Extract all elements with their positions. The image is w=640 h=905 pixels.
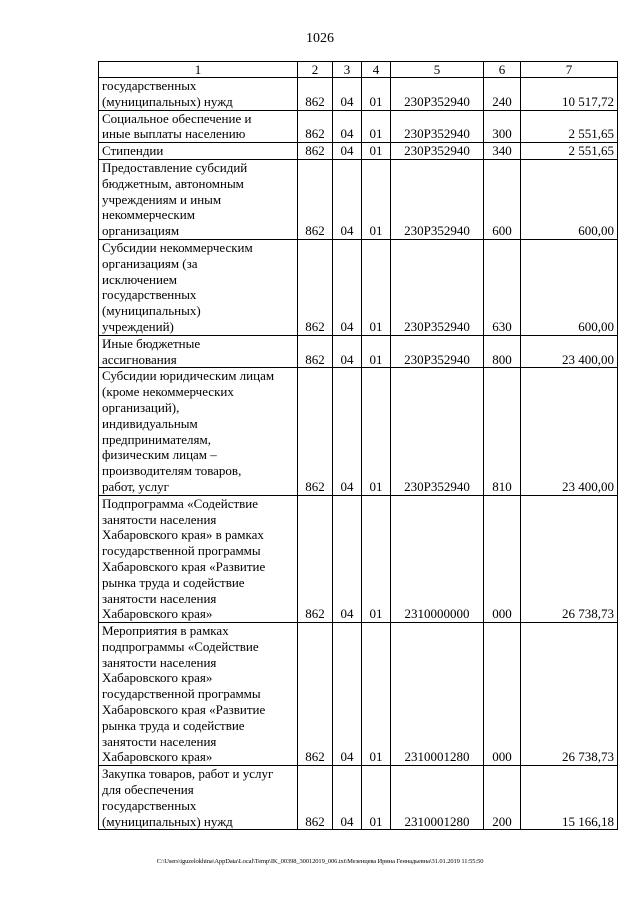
row-name-line: государственных [102,797,197,813]
subsection-cell: 01 [362,239,391,335]
table-row [99,335,618,368]
row-name-line: Субсидии некоммерческим [102,239,253,255]
expense-type-cell: 630 [484,239,521,335]
row-name-cell [99,239,298,335]
row-name-cell [99,766,298,830]
row-name-line: Предоставление субсидий [102,159,248,175]
row-name-cell [99,143,298,160]
row-name-line: для обеспечения [102,782,194,798]
row-name-line: организаций), [102,399,180,415]
code-cell: 862 [298,335,333,368]
row-name-line: организациям [102,223,180,239]
row-name-line: подпрограммы «Содействие [102,638,259,654]
section-cell: 04 [333,623,362,766]
page-number: 1026 [306,31,334,46]
row-name-line: бюджетным, автономным [102,175,244,191]
expense-type-cell: 240 [484,78,521,111]
table-row [99,78,618,111]
subsection-cell: 01 [362,78,391,111]
code-cell: 862 [298,159,333,239]
target-article-cell: 230P352940 [391,335,484,368]
amount-cell: 26 738,73 [521,495,618,622]
row-name-line: Подпрограмма «Содействие [102,495,259,511]
amount-cell: 2 551,65 [521,143,618,160]
subsection-cell: 01 [362,143,391,160]
amount-cell: 26 738,73 [521,623,618,766]
row-name-line: государственной программы [102,686,261,702]
row-name-line: организациям (за [102,255,198,271]
row-name-line: Хабаровского края» [102,749,213,765]
code-cell: 862 [298,368,333,495]
header-cell: 4 [362,62,391,78]
table-row [99,143,618,160]
expense-type-cell: 340 [484,143,521,160]
row-name-line: государственных [102,78,197,93]
header-cell: 2 [298,62,333,78]
amount-cell: 2 551,65 [521,110,618,143]
section-cell: 04 [333,239,362,335]
header-cell: 5 [391,62,484,78]
target-article-cell: 230P352940 [391,159,484,239]
amount-cell: 600,00 [521,239,618,335]
code-cell: 862 [298,766,333,830]
subsection-cell: 01 [362,623,391,766]
subsection-cell: 01 [362,495,391,622]
row-name-line: занятости населения [102,733,217,749]
expense-type-cell: 600 [484,159,521,239]
table-row [99,110,618,143]
row-name-line: (кроме некоммерческих [102,384,234,400]
row-name-line: Хабаровского края» [102,606,213,622]
target-article-cell: 230P352940 [391,110,484,143]
target-article-cell: 2310000000 [391,495,484,622]
row-name-line: Хабаровского края» в рамках [102,527,264,543]
row-name-line: занятости населения [102,590,217,606]
code-cell: 862 [298,78,333,111]
target-article-cell: 230P352940 [391,368,484,495]
row-name-line: (муниципальных) [102,303,201,319]
row-name-cell [99,335,298,368]
row-name-cell [99,495,298,622]
row-name-line: некоммерческим [102,207,195,223]
expense-type-cell: 000 [484,495,521,622]
row-name-line: предпринимателям, [102,431,211,447]
row-name-line: занятости населения [102,511,217,527]
section-cell: 04 [333,110,362,143]
target-article-cell: 230P352940 [391,78,484,111]
table-row [99,159,618,239]
code-cell: 862 [298,143,333,160]
row-name-line: работ, услуг [102,478,170,494]
row-name-line: рынка труда и содействие [102,574,245,590]
row-name-line: Мероприятия в рамках [102,623,229,639]
section-cell: 04 [333,335,362,368]
row-name-line: Стипендии [102,143,164,159]
expense-type-cell: 810 [484,368,521,495]
subsection-cell: 01 [362,159,391,239]
expense-type-cell: 300 [484,110,521,143]
subsection-cell: 01 [362,368,391,495]
table-row [99,368,618,495]
target-article-cell: 2310001280 [391,766,484,830]
table-row [99,495,618,622]
amount-cell: 10 517,72 [521,78,618,111]
row-name-line: иные выплаты населению [102,126,246,142]
amount-cell: 23 400,00 [521,335,618,368]
row-name-cell [99,368,298,495]
code-cell: 862 [298,239,333,335]
row-name-line: Хабаровского края «Развитие [102,702,266,718]
expense-type-cell: 800 [484,335,521,368]
target-article-cell: 2310001280 [391,623,484,766]
section-cell: 04 [333,495,362,622]
target-article-cell: 230P352940 [391,143,484,160]
row-name-cell [99,623,298,766]
row-name-line: Закупка товаров, работ и услуг [102,766,274,782]
row-name-line: Хабаровского края» [102,670,213,686]
budget-table [98,61,618,830]
table-row [99,766,618,830]
row-name-line: Субсидии юридическим лицам [102,368,275,384]
row-name-line: Социальное обеспечение и [102,110,252,126]
amount-cell: 600,00 [521,159,618,239]
target-article-cell: 230P352940 [391,239,484,335]
row-name-line: учреждений) [102,318,174,334]
row-name-line: исключением [102,271,177,287]
subsection-cell: 01 [362,335,391,368]
table-header-row [99,62,618,78]
section-cell: 04 [333,143,362,160]
subsection-cell: 01 [362,766,391,830]
expense-type-cell: 200 [484,766,521,830]
amount-cell: 15 166,18 [521,766,618,830]
code-cell: 862 [298,110,333,143]
row-name-line: учреждениям и иным [102,191,222,207]
row-name-line: рынка труда и содействие [102,717,245,733]
row-name-line: государственной программы [102,543,261,559]
row-name-line: Иные бюджетные [102,335,201,351]
code-cell: 862 [298,623,333,766]
row-name-line: (муниципальных) нужд [102,93,233,109]
subsection-cell: 01 [362,110,391,143]
header-cell: 1 [99,62,298,78]
header-cell: 3 [333,62,362,78]
section-cell: 04 [333,78,362,111]
header-cell: 6 [484,62,521,78]
row-name-line: Хабаровского края «Развитие [102,558,266,574]
row-name-line: занятости населения [102,654,217,670]
row-name-line: (муниципальных) нужд [102,813,233,829]
expense-type-cell: 000 [484,623,521,766]
amount-cell: 23 400,00 [521,368,618,495]
row-name-cell [99,159,298,239]
row-name-line: физическим лицам – [102,447,217,463]
code-cell: 862 [298,495,333,622]
header-cell: 7 [521,62,618,78]
row-name-cell [99,110,298,143]
table-row [99,239,618,335]
row-name-line: государственных [102,287,197,303]
row-name-line: индивидуальным [102,415,198,431]
file-path-footer: C:\Users\iguzelokhina\AppData\Local\Temp\IK_00398_30012019_006.txt\Мезенцева Ирина Геннадьевна\31.01.2019 11:55:50 [156,858,484,865]
row-name-cell [99,78,298,111]
section-cell: 04 [333,368,362,495]
section-cell: 04 [333,766,362,830]
section-cell: 04 [333,159,362,239]
table-row [99,623,618,766]
row-name-line: ассигнования [102,351,177,367]
row-name-line: производителям товаров, [102,463,242,479]
